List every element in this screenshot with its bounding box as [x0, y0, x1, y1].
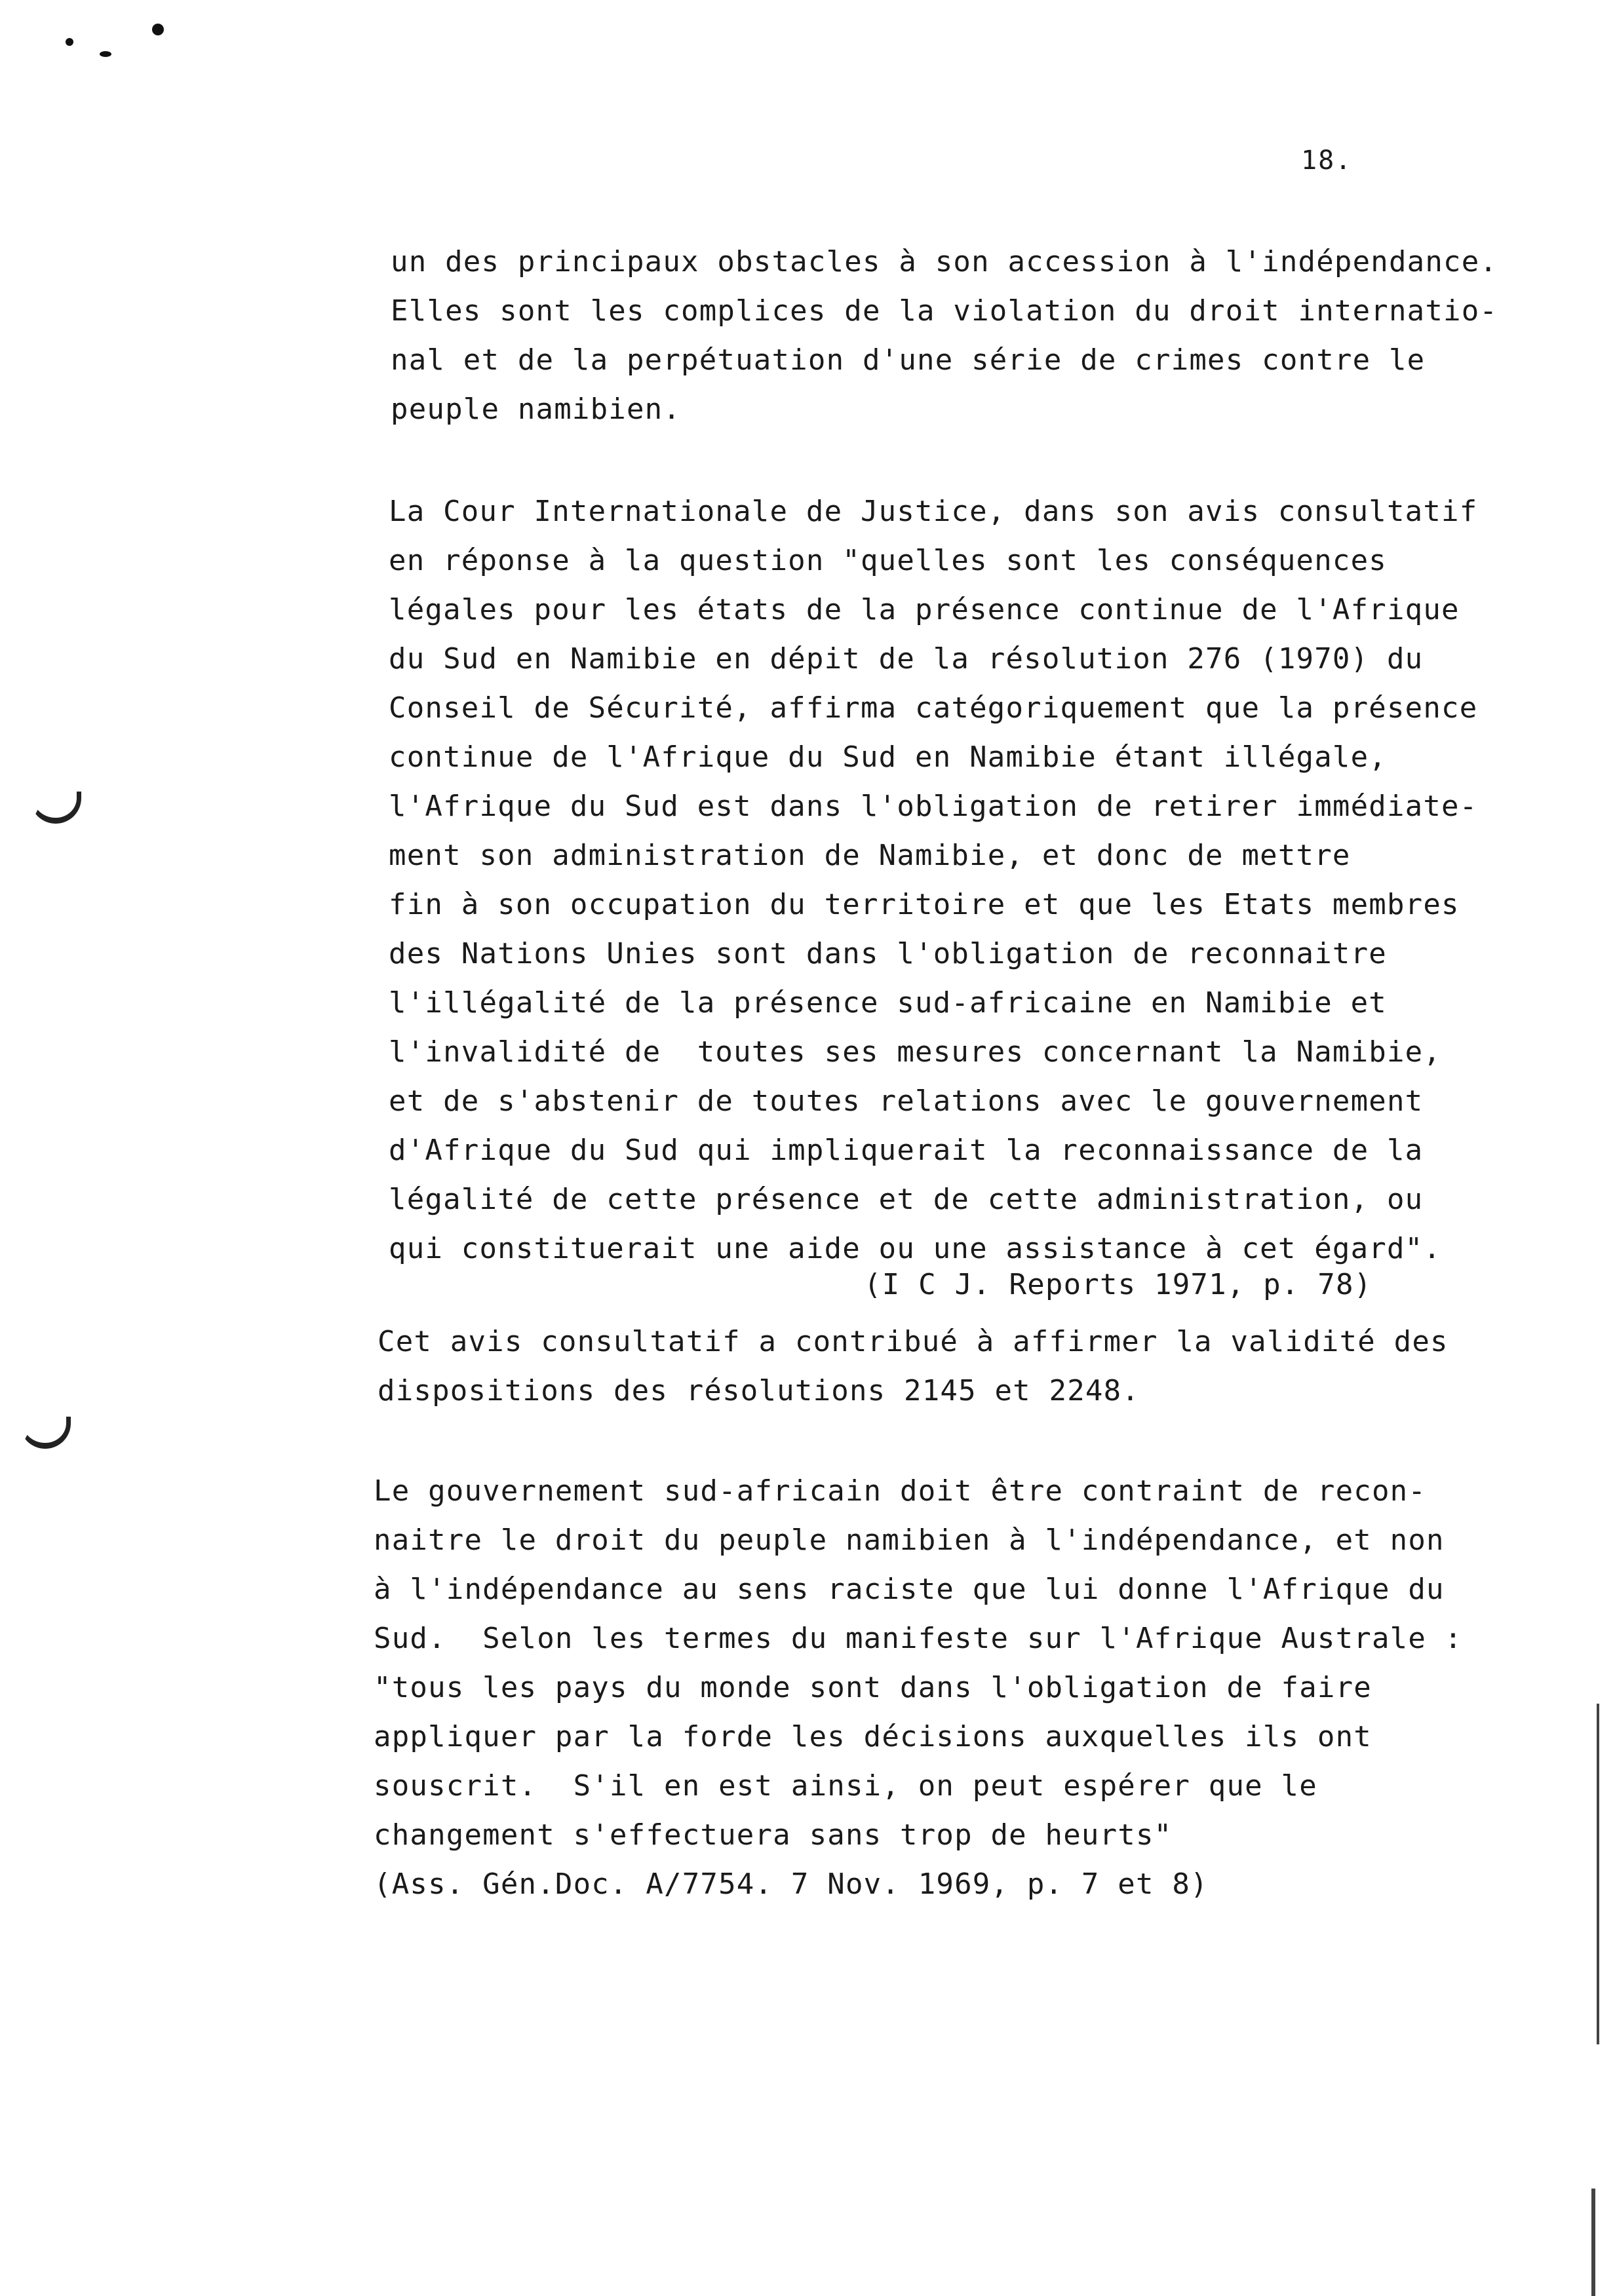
text-line: d'Afrique du Sud qui impliquerait la reconnaissance de la [389, 1134, 1424, 1167]
text-line: l'invalidité de toutes ses mesures concernant la Namibie, [389, 1035, 1442, 1069]
text-line: l'illégalité de la présence sud-africaine en Namibie et [389, 986, 1387, 1020]
text-line: souscrit. S'il en est ainsi, on peut espérer que le [374, 1769, 1317, 1803]
text-line: fin à son occupation du territoire et que les Etats membres [389, 888, 1460, 921]
page-number: 18. [1301, 145, 1353, 176]
page-edge-shadow [1597, 1704, 1599, 2044]
punch-hole-mark [30, 792, 81, 824]
text-line: qui constituerait une aide ou une assistance à cet égard". [389, 1232, 1442, 1265]
page-edge-shadow [1591, 2189, 1595, 2296]
text-line: Conseil de Sécurité, affirma catégoriquement que la présence [389, 691, 1478, 725]
text-line: nal et de la perpétuation d'une série de crimes contre le [391, 343, 1426, 377]
text-line: un des principaux obstacles à son accession à l'indépendance. [391, 245, 1498, 278]
paragraph-2 [389, 487, 1477, 1273]
text-line: naitre le droit du peuple namibien à l'indépendance, et non [374, 1523, 1445, 1557]
scan-speck [152, 24, 164, 35]
text-line: Sud. Selon les termes du manifeste sur l'Afrique Australe : [374, 1622, 1463, 1655]
text-line: Le gouvernement sud-africain doit être contraint de recon- [374, 1474, 1427, 1508]
text-line: du Sud en Namibie en dépit de la résolution 276 (1970) du [389, 642, 1424, 676]
scan-speck [66, 38, 73, 46]
text-line: légales pour les états de la présence continue de l'Afrique [389, 593, 1460, 626]
text-line: appliquer par la forde les décisions auxquelles ils ont [374, 1720, 1372, 1753]
text-line: peuple namibien. [391, 392, 682, 426]
text-line: "tous les pays du monde sont dans l'obligation de faire [374, 1671, 1372, 1704]
text-line: en réponse à la question "quelles sont les conséquences [389, 544, 1387, 577]
text-line: La Cour Internationale de Justice, dans son avis consultatif [389, 495, 1478, 528]
paragraph-4 [374, 1466, 1462, 1909]
text-line: l'Afrique du Sud est dans l'obligation de retirer immédiate- [389, 790, 1478, 823]
punch-hole-mark [20, 1417, 71, 1449]
citation-icj-reports: (I C J. Reports 1971, p. 78) [864, 1268, 1372, 1301]
scan-speck [100, 51, 111, 57]
paragraph-3 [378, 1317, 1449, 1415]
text-line: et de s'abstenir de toutes relations avec le gouvernement [389, 1084, 1424, 1118]
text-line: dispositions des résolutions 2145 et 2248. [378, 1374, 1140, 1407]
text-line: légalité de cette présence et de cette administration, ou [389, 1183, 1424, 1216]
text-line: changement s'effectuera sans trop de heurts" [374, 1818, 1173, 1852]
citation-ass-gen-doc: (Ass. Gén.Doc. A/7754. 7 Nov. 1969, p. 7 et 8) [374, 1867, 1209, 1901]
text-line: des Nations Unies sont dans l'obligation de reconnaitre [389, 937, 1387, 970]
text-line: Elles sont les complices de la violation du droit internatio- [391, 294, 1498, 328]
text-line: ment son administration de Namibie, et donc de mettre [389, 839, 1351, 872]
text-line: continue de l'Afrique du Sud en Namibie étant illégale, [389, 740, 1387, 774]
text-line: Cet avis consultatif a contribué à affirmer la validité des [378, 1325, 1449, 1358]
paragraph-1 [391, 237, 1498, 434]
text-line: à l'indépendance au sens raciste que lui donne l'Afrique du [374, 1573, 1445, 1606]
